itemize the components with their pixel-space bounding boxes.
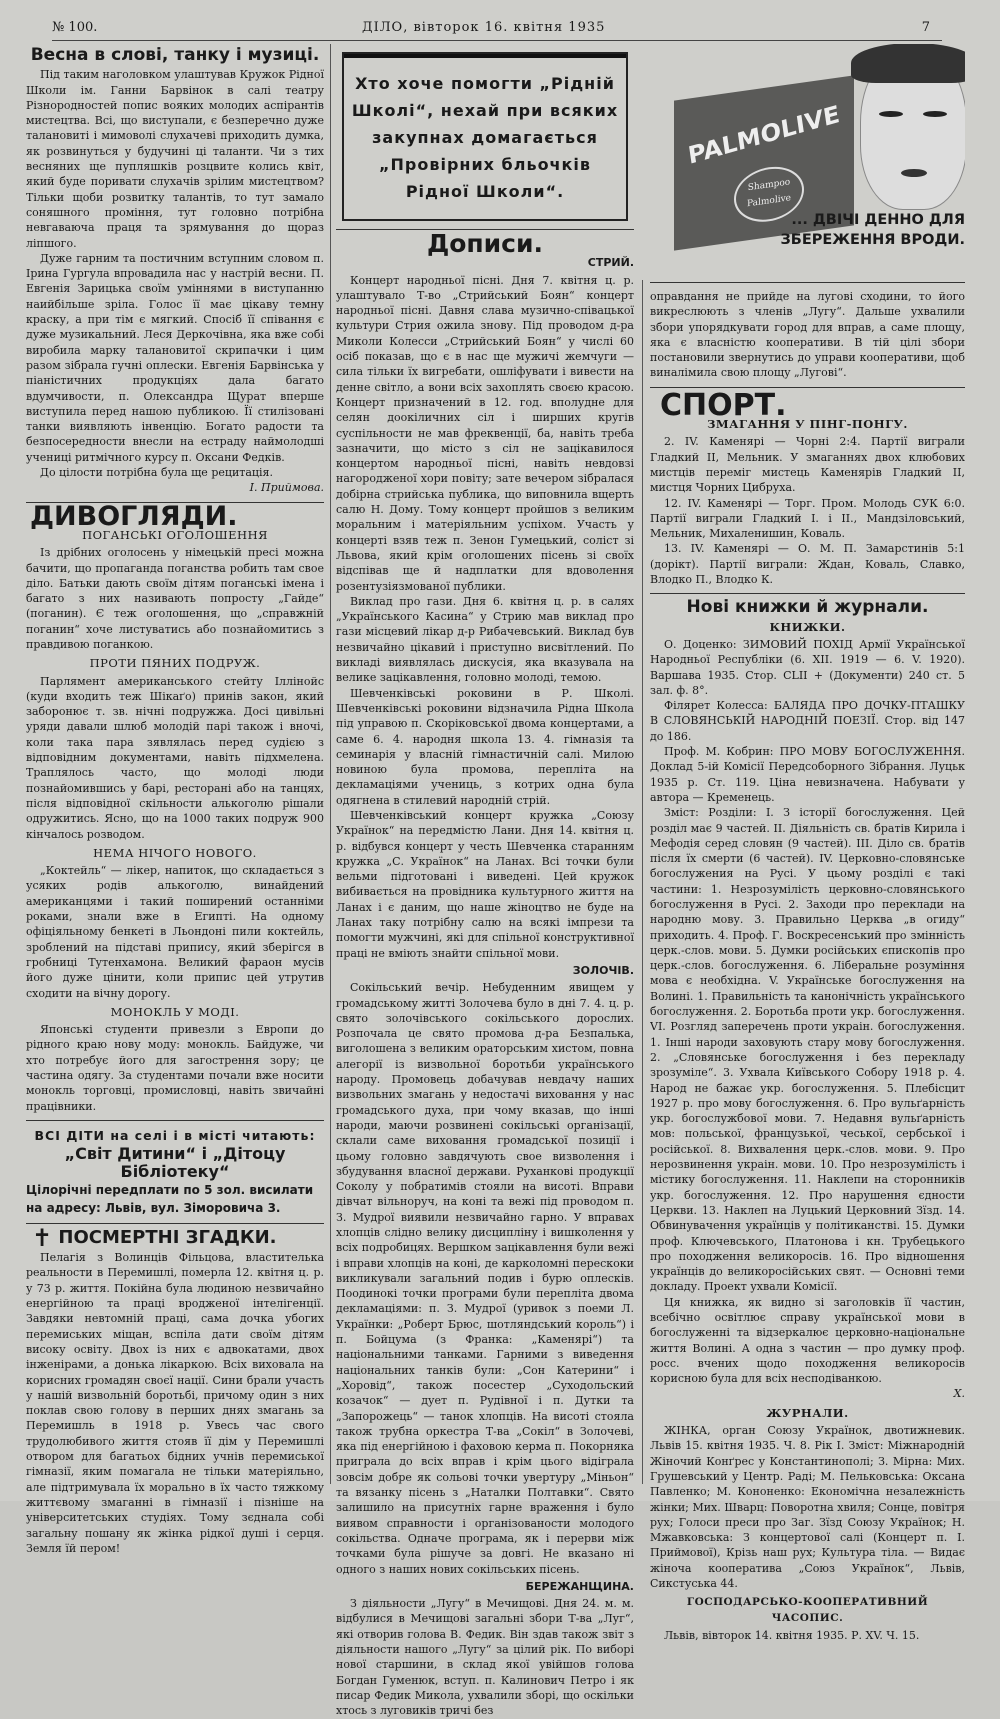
promo-block [26,1127,324,1217]
section-title: Дописи. [426,229,544,258]
slogan-line: ... ДВІЧІ ДЕННО ДЛЯ [791,212,965,228]
slogan-line: ЗБЕРЕЖЕННЯ ВРОДИ. [780,232,965,248]
sport-result: 13. IV. Каменярі — О. М. П. Замарстинів 5:1 (дорікт). Партії виграли: Ждан, Коваль, Славко, Влодко П., Влодко К. [650,542,965,587]
article-paragraph: „Коктейль“ — лікер, напиток, що складається з усяких родів алькоголю, винайдений американцями і такий поширений останніми роками, знали вже в Египті. На одному офіціяльному бенкеті в Льондоні пили коктейль, зроблений на підставі припису, який зберігся в гробниці Тутенхамона. Великий фараон мусів його дуже цінити, коли припис цей утрутив сходити на вічну дорогу. [26,864,324,1000]
palmolive-ad [650,48,965,268]
book-entry: Філярет Колесса: БАЛЯДА ПРО ДОЧКУ-ПТАШКУ В СЛОВЯНСЬКІЙ НАРОДНІЙ ПОЕЗІЇ. Стор. від 147 до 186. [650,699,965,743]
article-paragraph: З діяльности „Лугу“ в Мечищові. Дня 24. м. м. відбулися в Мечищові загальні збори Т-ва „Луг“, які отворив голова В. Федик. Він здав також звіт з діяльности нашого „Лугу“ за цілий рік. По виборі нової старшини, в склад якої увійшов голова Богдан Гуменюк, вступ. п. Калинович Петро і як писар Федик Микола, ухвалили зборі, що оскільки хтось з луговиків тричі без [336,1597,634,1718]
column-2 [336,44,634,1719]
article-paragraph: Парлямент американського стейту Іллінойс (куди входить теж Шікаґо) принів закон, який заборонює т. зв. нічні подружжа. Досі цивільні уряди давали шлюб молодій парі також і вночі, коли така пара зявлялась перед судією з відповідним документами, навіть підхмелена. Траплялось часто, що молоді люди познайомившись у барі, ресторані або на танцях, після відповідної скільности алькоголю рішали одружитись. Ясно, що на 1000 таких подруж 900 кінчалось розводом. [26,674,324,841]
promo-line: на адресу: Львів, вул. Зіморовича 3. [26,1200,281,1215]
divider [26,1120,324,1121]
journal-entry: Львів, вівторок 14. квітня 1935. Р. XV. Ч. 15. [664,1628,920,1642]
article-paragraph: оправдання не прийде на лугові сходини, то його викреслюють з членів „Лугу“. Дальше ухвалили збори упорядкувати город для вправ, а саме площу, яка є власністю кооперативи. В тій цілі збори постановили звернутись до управи кооперативи, щоб виналімила свою площу „Лугові“. [650,290,965,380]
place-heading: БЕРЕЖАНЩИНА. [525,1579,634,1593]
article-paragraph: Під таким наголовком улаштував Кружок Рідної Школи ім. Ганни Барвінок в салі театру Різнородностей попис вояких молодих аспірантів мистецтва. Всі, що виступали, є безперечно дуже талановиті і мимоволі слухачеві приходить думка, як розвинуться у будучині ці таланти. Чи з тих весняних ще пупляшків розцвите колись квіт, який буде поривати слухачів зрілим мистецтвом? Тільки щоби розвитку талантів, то тут замало соняшного проміння, тут головно потрібна невгаваюча праця та зрямування до щораз ліпшого. [26,68,324,250]
masthead-title: ДІЛО, вівторок 16. квітня 1935 [362,20,606,35]
section-title-text: ПОСМЕРТНІ ЗГАДКИ. [58,1226,277,1248]
book-entry: О. Доценко: ЗИМОВИЙ ПОХІД Армії Української Народньої Республіки (6. XII. 1919 — 6. V. 1920). Варшава 1935. Стор. CLII + (Документи) 240 ст. 5 зал. ф. 8°. [650,637,965,697]
article-signature: І. Приймова. [249,481,324,495]
article-paragraph: До цілости потрібна була ще рецитація. [40,466,273,480]
article-paragraph: Із дрібних оголосень у німецькій пресі можна бачити, що пропаганда поганства робить там свое діло. Батьки дають своїм дітям поганські імена і багато з них називають попросту „Гайде“ (поганин). Є теж оголошення, що „справжній поганин“ хоче листуватись або познайомитись з правдивою поганкою. [26,546,324,651]
issue-number: № 100. [52,20,98,35]
subheading: НЕМА НІЧОГО НОВОГО. [93,845,257,860]
article-paragraph: Концерт народньої пісні. Дня 7. квітня ц. р. улаштувало Т-во „Стрийський Боян“ концерт народньої пісні. Давня слава музично-співацької культури Стрия ожила знову. Під проводом д-ра Миколи Колесси „Стрийський Боян“ у числі 60 осіб показав, що є в нас ще мужичі жемчуги — сила тільки їх вигребати, ошліфувати і вивести на денне світло, а вони всіх захоплять своєю красою. Концерт призначений в 12. год. вполудне для селян доокіличних сіл і ширших кругів суспільности не мав фреквенції, ба, навіть треба зазначити, що місто з сіл не зацікавилося концертом народньої пісні, навіть невдовзі нагородженої хори повіту; зате вечером зібралася добірна стрийська публика, що виповнила вщерть салю Н. Дому. Тому концерт пройшов з великим моральним і матеріяльним успіхом. Участь у концерті взяв теж п. Зенон Гумецький, соліст зі Львова, який крім оголошених пісень зі своїх відспівав ще й надплатки для вдоволення розентузіязмованої публики. [336,273,634,593]
section-title [32,1223,324,1252]
ad-line: „Провірних бльочків [378,155,592,174]
woman-portrait-image [860,48,965,210]
article-title: Весна в слові, танку і музиці. [30,45,320,65]
promo-line: „Світ Дитини“ і „Дітоцу Бібліотеку“ [64,1143,286,1181]
ad-slogan [750,210,965,250]
journal-entry: ЖІНКА, орган Союзу Українок, двотижневик. Львів 15. квітня 1935. Ч. 8. Рік I. Зміст: Міжнародній Жіночий Конґрес у Константинополі; З. Мірна: Мих. Грушевський у Центр. Раді; М. Пельковська: Оксана Павленко; М. Кононенко: Економічна незалежність жінки; Мих. Шварц: Поворотна хвиля; Сонце, повітря рух; Голоси преси про Заг. Зїзд Союзу Українок; Н. Мжавковська: З концертової салі (Концерт п. І. Приймової), Крізь наш рух; Культура тіла. — Видає жіноча кооператива „Союз Українок“, Львів, Сикстуська 44. [650,1424,965,1591]
ad-line: Школі“, нехай при всяких [351,101,619,120]
article-paragraph: Японські студенти привезли з Европи до рідного краю нову моду: монокль. Байдуже, чи хто потребує його для загострення зору; це частина одягу. За студентами почали вже носити монокль торговці, промисловці, навіть звичайні працівники. [26,1023,324,1113]
subheading: МОНОКЛЬ У МОДІ. [110,1004,240,1019]
sport-result: 2. IV. Каменярі — Чорні 2:4. Партії виграли Гладкий II, Мельник. У змаганнях двох клюбових мистців переміг мистець Каменярів Гладкий II, мистця Чорних Цибруха. [650,435,965,495]
article-paragraph: Шевченківські роковини в Р. Школі. Шевченківські роковини відзначила Рідна Школа під управою п. Скоріковської двома концертами, а саме 6. 4. народня школа 13. 4. гімназія та семинарія у власній гімнастичній салі. Милою новиною була промова, перепліта на декламаціями учениць, з котрих одна була одягнена в стилевий народній стрій. [336,686,634,807]
masthead [52,18,942,41]
soap-oval-label: Shampoo Palmolive [734,162,804,226]
book-entry: Зміст: Розділи: I. З історії богослуження. Цей розділ має 9 частей. II. Діяльність св. братів Кирила і Мефодія серед словян (9 частей). III. Діло св. братів після їх смерти (6 частей). IV. Церковно-словянське богослужения на Русі. У цьому розділі є такі частини: 1. Незрозумілість церковно-словянського богослуження в Русі. 2. Заходи про переклади на народню мову. 3. Правильно Церква „в огиду“ приходить. 4. Проф. Г. Воскресенський про змінність церк.-слов. мови. 5. Думки російських єпископів про церк.-слов. богослуження. 6. Ліберальне розуміння мова є необхідна. V. Українське богослуження на Волині. 1. Правильність та канонічність українського богослуження. 2. Боротьба проти укр. богослуження. VI. Розгляд заперечень проти украін. богослуження. 1. Інші народи заховують стару мову богослуження. 2. „Словянське богослуження і без перекладу зрозуміле“. 3. Ухвала Київського Собору 1918 р. 4. Народ не бажає укр. богослуження. 5. Плебісцит 1927 р. про мову богослуження. 6. Про вульґарність укр. богослужбової мови. 7. Недавня вульґарність мов: польської, французької, чеської, сербської і російської. 8. Вихвалення церк.-слов. мови. 9. Про нерозвинення украін. мови. 10. Про незрозумілість і містику богослуження. 11. Наклепи на сторонників укр. богослуження. 12. Про нарушення єдности Церкви. 13. Наклеп на Луцький Церковний Зїзд. 14. Обвинувачення українців у політиканстві. 15. Думки проф. Ключевського, Платонова і кн. Трубецького про походження великоросів. 16. Про відношення українців до великоросійських свят. — Основні теми докладу. Проект ухвали Комісії. [650,806,965,1294]
article-paragraph: Пелагія з Волинців Фільцова, властителька реальности в Перемишлі, померла 12. квітня ц. р. у 73 р. життя. Покійна була людиною незвичайно енергійною та праці вродженої інтелігенції. Завдяки невтомній праці, сама дочка убогих перемиських міщан, вспіла дати своїм дітям високу освіту. Двох із них є адвокатами, двох інженірами, а донька лікаркою. Всіх виховала на корисних громадян своєї нації. Сини брали участь у нашій визвольній боротьбі, причому один з них поклав свою голову в перших днях змагань за Перемишль в 1918 р. Увесь час свого трудолюбивого життя стояв її дім у Перемишлі отвором для багатьох бідних учнів перемиської гімназії, яким помагала не тільки матеріяльно, але підтримувала їх морально в їх часто тяжкому життєвому змаганні в гімназії і пізніше на університетських студіях. Тому зєднала собі загальну пошану як жінка рідкої душі і серця. Земля їй пером! [26,1251,324,1555]
section-title: ДИВОГЛЯДИ. [30,500,238,532]
subheading: КНИЖКИ. [769,619,846,634]
ad-line: Хто хоче помогти „Рідній [355,74,615,93]
section-title: Нові книжки й журнали. [686,597,929,618]
book-entry: Проф. М. Кобрин: ПРО МОВУ БОГОСЛУЖЕННЯ. Доклад 5-ій Комісії Передсоборного Зібрання. Луцьк 1935 р. Ст. 119. Ціна невизначена. Набувати у автора — Кременець. [650,745,965,804]
subheading: ЖУРНАЛИ. [766,1405,849,1420]
place-heading: СТРИЙ. [587,256,634,270]
subheading: ПРОТИ ПЯНИХ ПОДРУЖ. [89,656,261,671]
article-paragraph: Виклад про гази. Дня 6. квітня ц. р. в салях „Українського Касина“ у Стрию мав виклад про гази місцевий лікар д-р Рибачевський. Виклад був незвичайно цікавий і приступно висвітлений. По викладі виявлялась дискусія, яка вказувала на велике зацікавлення, головно молоді, темою. [336,594,634,685]
promo-line: Цілорічні передплати по 5 зол. висилати [26,1182,314,1197]
subheading: ЗМАГАННЯ У ПІНГ-ПОНГУ. [707,417,908,432]
article-signature: X. [953,1387,965,1401]
cross-icon: ✝ [32,1223,53,1252]
section-title: СПОРТ. [660,387,787,423]
book-entry: Ця книжка, як видно зі заголовків її частин, всебічно освітлює справу української мови в богослуженні та відзеркалює церковно-національне життя Волині. А одна з частин — про думку проф. росс. вчених щодо походження великоросів корисною була для всіх несподіванкою. [650,1295,965,1386]
column-rule [642,280,643,1484]
page-number: 7 [921,20,930,35]
ad-line: Рідної Школи“. [405,182,565,201]
brand-logo: PALMOLIVE [686,100,842,170]
article-paragraph: Дуже гарним та постичним вступним словом п. Ірина Гургула впровадила нас у настрій весни. П. Евгенія Зарицька своїм уміннями в виступанню наийбільше зріла. Голос її має цікаву темну краску, а при тім є мягкий. Спосіб її співання є дуже музикальний. Леся Деркочівна, яка вже собі виробила марку талановитої скрипачки і цим разом зібрала гучні оплески. Евгенія Барвінська у піаністичних продукціях дала багато вдумчивости, п. Олександра Щурат вперше виступила перед нашою публикою. Її стилізовані танки виявляють інвенцію. Богато радости та безпосередности внесли на естраду наймолодші учениці ритмічного курсу п. Оксани Федків. [26,251,324,464]
rodnoi-shkoly-ad [342,52,628,221]
article-paragraph: Шевченківський концерт кружка „Союзу Українок“ на передмістю Лани. Дня 14. квітня ц. р. відбувся концерт у честь Шевченка старанням кружка „С. Українок“ на Ланах. Всі точки були вельми підготовані і виведені. Цей кружок вибивається на провідника культурного життя на Ланах і є даним, що наше жіноцтво не буде на Ланах таку потрібну салю на всякі імпрези та помогти мужчині, які для спільної конструктивної праці не вміють знайти спільної мови. [336,808,634,960]
ad-top-rule [344,54,626,58]
promo-line: ВСІ ДІТИ на селі і в місті читають: [34,1127,316,1143]
subheading: ПОГАНСЬКІ ОГОЛОШЕННЯ [82,527,268,542]
sport-result: 12. IV. Каменярі — Торг. Пром. Молодь СУК 6:0. Партії виграли Гладкий I. і II., Мандзіловський, Мельник, Михаленишин, Коваль. [650,496,965,541]
divider [650,593,965,594]
divider [650,282,965,283]
column-rule [330,44,331,1484]
column-3 [650,44,965,1643]
divider [26,1223,324,1224]
article-paragraph: Сокільський вечір. Небуденним явищем у громадському житті Золочева було в дні 7. 4. ц. р. свято золочівського сокільського дорослих. Розпочала це свято промова д-ра Безпалька, виголошена з великим ораторським хистом, повна алегорії із визвольної боротьби українського народу. Промовець добачував невдачу наших визвольних змагань у недостачі виховання у нас громадського духа, при чому вказав, що інші народи, маючи розвинені сокільські організації, склали саме виховання громадської позиції і цьому головно завдячують свое визволення і збудування власної держави. Руханкові продукції Соколу у побратимів стояли на висоті. Вправи дівчат вільноруч, на коні та вежі під проводом п. З. Мудрої виявили незвичайно гарно. У вправах хлопців слідно велику дисципліну і вишколення у всіх подробицях. Вершком зацікавлення були вежі і вправи хлопців на коні, де карколомні перескоки викликували загальний подив і бурю оплесків. Поодинокі точки програми були перепліта двома декламаціями: п. З. Мудрої (уривок з поеми Л. Українки: „Роберт Брюс, шотляндський король“) і п. Бойцума (з Франка: „Каменярі“) та національними танками. Гарними з виведення національних танків були: „Сон Катерини“ і „Хоровід“, також посестер „Суходольский козачок“ — дует п. Рудівної і п. Дутки та „Запорожець“ — танок хлопців. На висоті стояла також трубна оркестра Т-ва „Сокіл“ в Золочеві, яка під енергійною і фаховою керма п. Покорняка приграла до всіх вправ і крім цього відіграла зовсім добре як сольові точки увертуру „Міньон“ та вязанку пісень з „Наталки Полтавки“. Свято залишило на присутніх гарне враження і було виявом справности і організованости молодого сокільства. Одначе програма, як і перерви між точками була рішуче за довгі. Не вказано ні одного з наших нових сокільських пісень. [336,981,634,1576]
place-heading: ЗОЛОЧІВ. [572,963,634,977]
column-1 [26,44,324,1556]
ad-line: закупнах домагається [372,128,598,147]
subheading: ГОСПОДАРСЬКО-КООПЕРАТИВНИЙ ЧАСОПИС. [686,1596,929,1624]
